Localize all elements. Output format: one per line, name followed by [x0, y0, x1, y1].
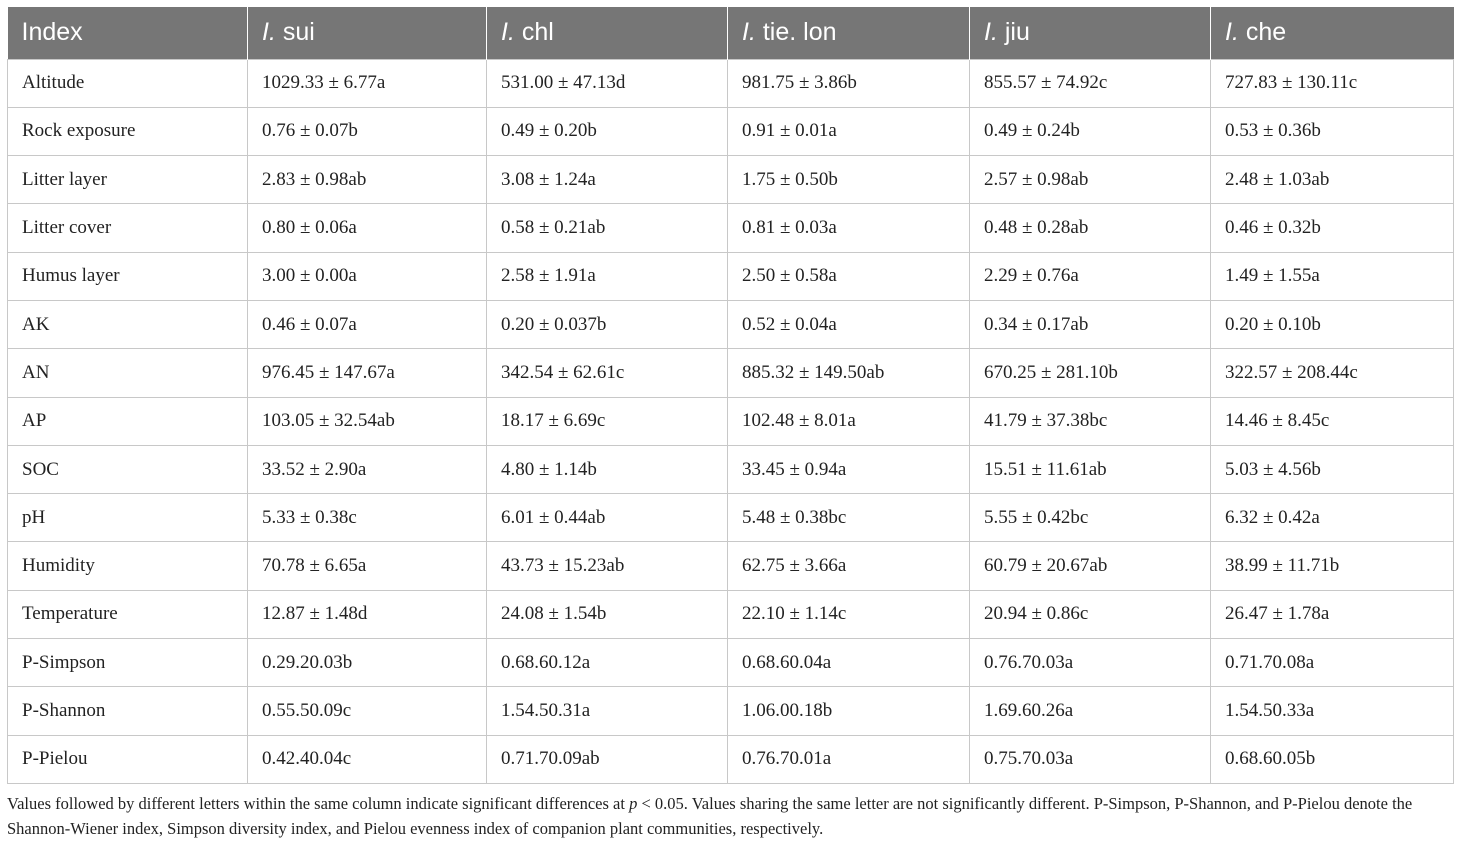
table-body — [8, 59, 1454, 783]
table-cell: 5.03 ± 4.56b — [1211, 445, 1454, 493]
footnote-text-start: Values followed by different letters within the same column indicate significant differences at — [7, 794, 630, 813]
header-row — [8, 7, 1454, 59]
table-cell: 1.75 ± 0.50b — [728, 156, 970, 204]
table-row — [8, 59, 1454, 107]
table-cell: 0.34 ± 0.17ab — [970, 300, 1211, 348]
row-index-label: AN — [8, 349, 248, 397]
table-cell: 3.00 ± 0.00a — [248, 252, 487, 300]
table-cell: 855.57 ± 74.92c — [970, 59, 1211, 107]
table-footnote — [7, 791, 1453, 841]
table-cell: 1.54.50.33a — [1211, 687, 1454, 735]
table-cell: 0.68.60.04a — [728, 639, 970, 687]
table-cell: 981.75 ± 3.86b — [728, 59, 970, 107]
table-cell: 0.48 ± 0.28ab — [970, 204, 1211, 252]
column-header-label: tie. lon — [755, 18, 837, 47]
table-row — [8, 542, 1454, 590]
table-header — [8, 7, 1454, 59]
table-cell: 1.49 ± 1.55a — [1211, 252, 1454, 300]
table-cell: 2.48 ± 1.03ab — [1211, 156, 1454, 204]
table-cell: 342.54 ± 62.61c — [487, 349, 728, 397]
table-cell: 1.06.00.18b — [728, 687, 970, 735]
table-cell: 33.45 ± 0.94a — [728, 445, 970, 493]
column-header — [8, 7, 248, 59]
table-cell: 0.80 ± 0.06a — [248, 204, 487, 252]
table-cell: 2.57 ± 0.98ab — [970, 156, 1211, 204]
row-index-label: Temperature — [8, 590, 248, 638]
row-index-label: Litter cover — [8, 204, 248, 252]
table-cell: 4.80 ± 1.14b — [487, 445, 728, 493]
table-cell: 20.94 ± 0.86c — [970, 590, 1211, 638]
table-cell: 2.83 ± 0.98ab — [248, 156, 487, 204]
column-header-label: jiu — [997, 18, 1030, 47]
table-cell: 5.55 ± 0.42bc — [970, 494, 1211, 542]
data-table-container — [7, 7, 1453, 784]
table-cell: 33.52 ± 2.90a — [248, 445, 487, 493]
table-cell: 6.01 ± 0.44ab — [487, 494, 728, 542]
column-header-label: sui — [275, 18, 315, 47]
column-header-genus: I. — [1225, 18, 1239, 47]
table-cell: 24.08 ± 1.54b — [487, 590, 728, 638]
table-cell: 5.33 ± 0.38c — [248, 494, 487, 542]
table-row — [8, 252, 1454, 300]
table-cell: 0.76.70.01a — [728, 735, 970, 783]
table-cell: 1.69.60.26a — [970, 687, 1211, 735]
table-cell: 15.51 ± 11.61ab — [970, 445, 1211, 493]
table-cell: 0.49 ± 0.24b — [970, 107, 1211, 155]
table-cell: 103.05 ± 32.54ab — [248, 397, 487, 445]
row-index-label: P-Shannon — [8, 687, 248, 735]
table-cell: 70.78 ± 6.65a — [248, 542, 487, 590]
table-cell: 6.32 ± 0.42a — [1211, 494, 1454, 542]
table-cell: 2.29 ± 0.76a — [970, 252, 1211, 300]
table-cell: 0.68.60.05b — [1211, 735, 1454, 783]
column-header — [248, 7, 487, 59]
table-cell: 1.54.50.31a — [487, 687, 728, 735]
column-header — [1211, 7, 1454, 59]
row-index-label: P-Simpson — [8, 639, 248, 687]
column-header-label: che — [1238, 18, 1287, 47]
column-header-genus: I. — [742, 18, 756, 47]
row-index-label: Rock exposure — [8, 107, 248, 155]
table-cell: 0.76 ± 0.07b — [248, 107, 487, 155]
footnote-text-end: < 0.05. Values sharing the same letter are not significantly different. P-Simpson, P-Shannon, and P-Pielou denote the Shannon-Wiener index, Simpson diversity index, and Pielou evenness index of companion plant communities, respectively. — [7, 794, 1413, 838]
table-cell: 0.49 ± 0.20b — [487, 107, 728, 155]
row-index-label: Humidity — [8, 542, 248, 590]
table-cell: 0.55.50.09c — [248, 687, 487, 735]
row-index-label: AK — [8, 300, 248, 348]
table-row — [8, 687, 1454, 735]
table-cell: 38.99 ± 11.71b — [1211, 542, 1454, 590]
table-cell: 976.45 ± 147.67a — [248, 349, 487, 397]
footnote-p-symbol: p — [629, 794, 638, 813]
table-cell: 102.48 ± 8.01a — [728, 397, 970, 445]
column-header-genus: I. — [984, 18, 998, 47]
table-cell: 1029.33 ± 6.77a — [248, 59, 487, 107]
table-cell: 0.42.40.04c — [248, 735, 487, 783]
table-row — [8, 397, 1454, 445]
column-header-genus: I. — [501, 18, 515, 47]
table-cell: 0.75.70.03a — [970, 735, 1211, 783]
table-cell: 0.46 ± 0.07a — [248, 300, 487, 348]
table-cell: 5.48 ± 0.38bc — [728, 494, 970, 542]
table-cell: 0.71.70.09ab — [487, 735, 728, 783]
table-cell: 0.81 ± 0.03a — [728, 204, 970, 252]
table-cell: 0.29.20.03b — [248, 639, 487, 687]
data-table — [7, 7, 1454, 784]
column-header — [487, 7, 728, 59]
table-row — [8, 445, 1454, 493]
table-cell: 0.76.70.03a — [970, 639, 1211, 687]
table-cell: 12.87 ± 1.48d — [248, 590, 487, 638]
table-cell: 0.91 ± 0.01a — [728, 107, 970, 155]
table-cell: 670.25 ± 281.10b — [970, 349, 1211, 397]
table-cell: 0.71.70.08a — [1211, 639, 1454, 687]
table-cell: 2.58 ± 1.91a — [487, 252, 728, 300]
table-cell: 727.83 ± 130.11c — [1211, 59, 1454, 107]
table-row — [8, 204, 1454, 252]
table-row — [8, 590, 1454, 638]
table-cell: 18.17 ± 6.69c — [487, 397, 728, 445]
row-index-label: SOC — [8, 445, 248, 493]
column-header — [728, 7, 970, 59]
table-cell: 322.57 ± 208.44c — [1211, 349, 1454, 397]
table-cell: 0.20 ± 0.037b — [487, 300, 728, 348]
table-cell: 0.68.60.12a — [487, 639, 728, 687]
table-cell: 0.52 ± 0.04a — [728, 300, 970, 348]
column-header-label: Index — [21, 18, 83, 47]
table-cell: 0.46 ± 0.32b — [1211, 204, 1454, 252]
table-cell: 62.75 ± 3.66a — [728, 542, 970, 590]
row-index-label: Litter layer — [8, 156, 248, 204]
table-cell: 0.53 ± 0.36b — [1211, 107, 1454, 155]
column-header-label: chl — [514, 18, 554, 47]
table-cell: 531.00 ± 47.13d — [487, 59, 728, 107]
table-row — [8, 107, 1454, 155]
row-index-label: AP — [8, 397, 248, 445]
table-cell: 0.58 ± 0.21ab — [487, 204, 728, 252]
table-row — [8, 735, 1454, 783]
table-cell: 0.20 ± 0.10b — [1211, 300, 1454, 348]
table-cell: 2.50 ± 0.58a — [728, 252, 970, 300]
table-row — [8, 156, 1454, 204]
table-cell: 14.46 ± 8.45c — [1211, 397, 1454, 445]
table-row — [8, 349, 1454, 397]
table-cell: 26.47 ± 1.78a — [1211, 590, 1454, 638]
table-cell: 43.73 ± 15.23ab — [487, 542, 728, 590]
column-header-genus: I. — [262, 18, 276, 47]
table-row — [8, 639, 1454, 687]
table-row — [8, 494, 1454, 542]
table-cell: 22.10 ± 1.14c — [728, 590, 970, 638]
table-row — [8, 300, 1454, 348]
row-index-label: pH — [8, 494, 248, 542]
row-index-label: Humus layer — [8, 252, 248, 300]
row-index-label: Altitude — [8, 59, 248, 107]
table-cell: 41.79 ± 37.38bc — [970, 397, 1211, 445]
column-header — [970, 7, 1211, 59]
table-cell: 60.79 ± 20.67ab — [970, 542, 1211, 590]
table-cell: 885.32 ± 149.50ab — [728, 349, 970, 397]
table-cell: 3.08 ± 1.24a — [487, 156, 728, 204]
row-index-label: P-Pielou — [8, 735, 248, 783]
